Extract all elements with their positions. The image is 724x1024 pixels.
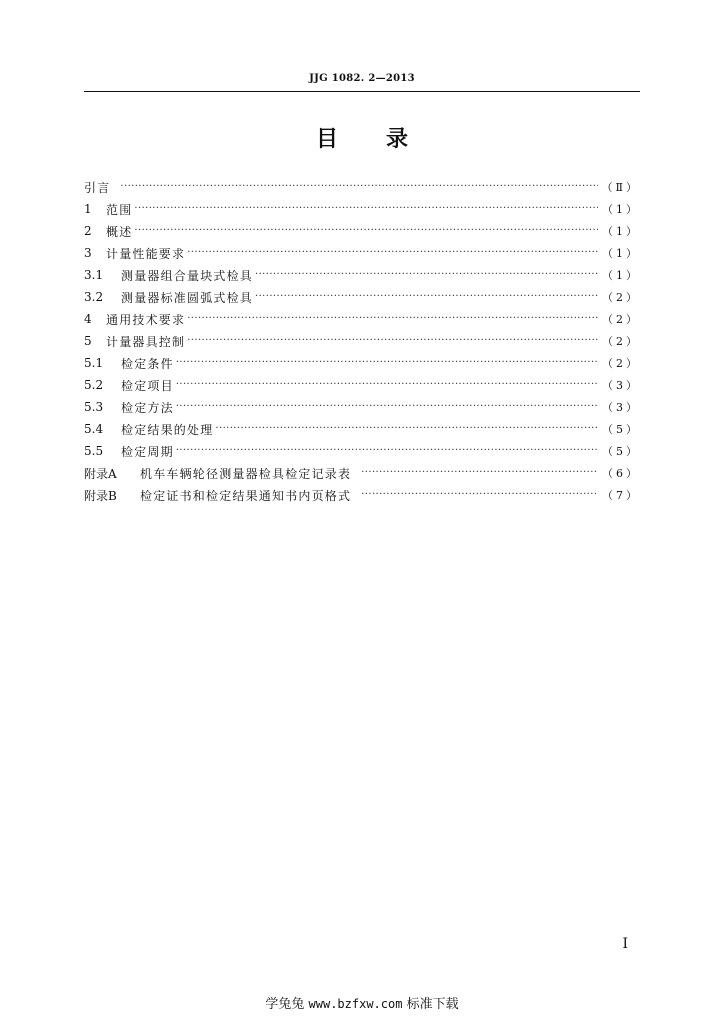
toc-entry-label: 检定条件 <box>121 356 174 371</box>
toc-entry-page: （2） <box>602 291 640 304</box>
toc-entry-label: 通用技术要求 <box>106 312 186 327</box>
footer-url[interactable]: www.bzfxw.com <box>308 997 403 1011</box>
toc-leader-dots <box>176 356 598 370</box>
toc-leader-dots <box>187 334 598 348</box>
toc-entry-page: （6） <box>602 467 640 480</box>
toc-entry-number: 3.2 <box>84 290 104 304</box>
toc-leader-dots <box>215 422 598 436</box>
footer-site-name: 学兔兔 <box>265 997 305 1012</box>
toc-leader-dots <box>176 400 598 414</box>
toc-entry-label: 引言 <box>84 180 111 195</box>
toc-entry-2[interactable] <box>84 220 640 242</box>
toc-entry-number: 1 <box>84 202 92 216</box>
toc-title-char-2: 录 <box>386 127 409 152</box>
toc-entry-label: 检定结果的处理 <box>121 422 214 437</box>
toc-leader-dots <box>187 246 598 260</box>
toc-entry-3-2[interactable] <box>84 286 640 308</box>
toc-entry-label: 测量器组合量块式检具 <box>121 268 254 283</box>
toc-entry-page: （1） <box>602 225 640 238</box>
toc-entry-page: （5） <box>602 423 640 436</box>
toc-entry-label: 检定周期 <box>121 444 174 459</box>
toc-entry-label: 测量器标准圆弧式检具 <box>121 290 254 305</box>
page-number: I <box>622 936 628 952</box>
toc-entry-number: 4 <box>84 312 92 326</box>
toc-leader-dots <box>361 466 598 480</box>
toc-entry-label: 概述 <box>106 224 133 239</box>
toc-entry-number: 5.5 <box>84 444 104 458</box>
header-rule <box>84 91 640 92</box>
toc-entry-page: （7） <box>602 489 640 502</box>
toc-entry-appendix-a[interactable] <box>84 462 640 484</box>
site-footer <box>0 993 724 1012</box>
toc-entry-label: 计量性能要求 <box>106 246 186 261</box>
toc-entry-4[interactable] <box>84 308 640 330</box>
toc-entry-page: （3） <box>602 401 640 414</box>
toc-leader-dots <box>361 488 598 502</box>
toc-title <box>84 122 640 153</box>
toc-entry-page: （2） <box>602 357 640 370</box>
toc-entry-5-3[interactable] <box>84 396 640 418</box>
toc-entry-appendix-b[interactable] <box>84 484 640 506</box>
toc-entry-5[interactable] <box>84 330 640 352</box>
table-of-contents <box>84 176 640 506</box>
toc-entry-label: 范围 <box>106 202 133 217</box>
toc-entry-page: （2） <box>602 313 640 326</box>
toc-leader-dots <box>176 444 598 458</box>
toc-leader-dots <box>255 268 598 282</box>
toc-leader-dots <box>255 290 598 304</box>
toc-entry-number: 附录A <box>84 466 117 481</box>
toc-entry-label: 检定项目 <box>121 378 174 393</box>
toc-entry-5-5[interactable] <box>84 440 640 462</box>
toc-entry-number: 5.2 <box>84 378 104 392</box>
toc-entry-number: 5 <box>84 334 92 348</box>
toc-entry-label: 机车车辆轮径测量器检具检定记录表 <box>140 466 352 481</box>
toc-entry-preface[interactable] <box>84 176 640 198</box>
toc-entry-number: 2 <box>84 224 92 238</box>
toc-entry-label: 计量器具控制 <box>106 334 186 349</box>
toc-entry-page: （3） <box>602 379 640 392</box>
footer-tagline: 标准下载 <box>406 997 459 1012</box>
toc-entry-label: 检定方法 <box>121 400 174 415</box>
toc-entry-3[interactable] <box>84 242 640 264</box>
toc-entry-5-4[interactable] <box>84 418 640 440</box>
toc-entry-number: 3.1 <box>84 268 104 282</box>
toc-entry-number: 5.3 <box>84 400 104 414</box>
toc-entry-3-1[interactable] <box>84 264 640 286</box>
toc-entry-number: 附录B <box>84 488 117 503</box>
toc-entry-number: 5.1 <box>84 356 104 370</box>
toc-entry-number: 5.4 <box>84 422 104 436</box>
toc-leader-dots <box>120 180 597 194</box>
toc-leader-dots <box>134 224 598 238</box>
toc-leader-dots <box>176 378 598 392</box>
toc-entry-page: （Ⅱ） <box>601 181 640 194</box>
toc-entry-page: （1） <box>602 203 640 216</box>
toc-entry-number: 3 <box>84 246 92 260</box>
toc-entry-5-1[interactable] <box>84 352 640 374</box>
toc-entry-page: （1） <box>602 247 640 260</box>
toc-title-char-1: 目 <box>315 127 338 152</box>
toc-entry-5-2[interactable] <box>84 374 640 396</box>
toc-entry-page: （2） <box>602 335 640 348</box>
document-code-header: JJG 1082. 2—2013 <box>309 73 415 84</box>
toc-entry-page: （1） <box>602 269 640 282</box>
toc-leader-dots <box>134 202 598 216</box>
toc-leader-dots <box>187 312 598 326</box>
toc-entry-1[interactable] <box>84 198 640 220</box>
toc-entry-page: （5） <box>602 445 640 458</box>
toc-entry-label: 检定证书和检定结果通知书内页格式 <box>140 488 352 503</box>
